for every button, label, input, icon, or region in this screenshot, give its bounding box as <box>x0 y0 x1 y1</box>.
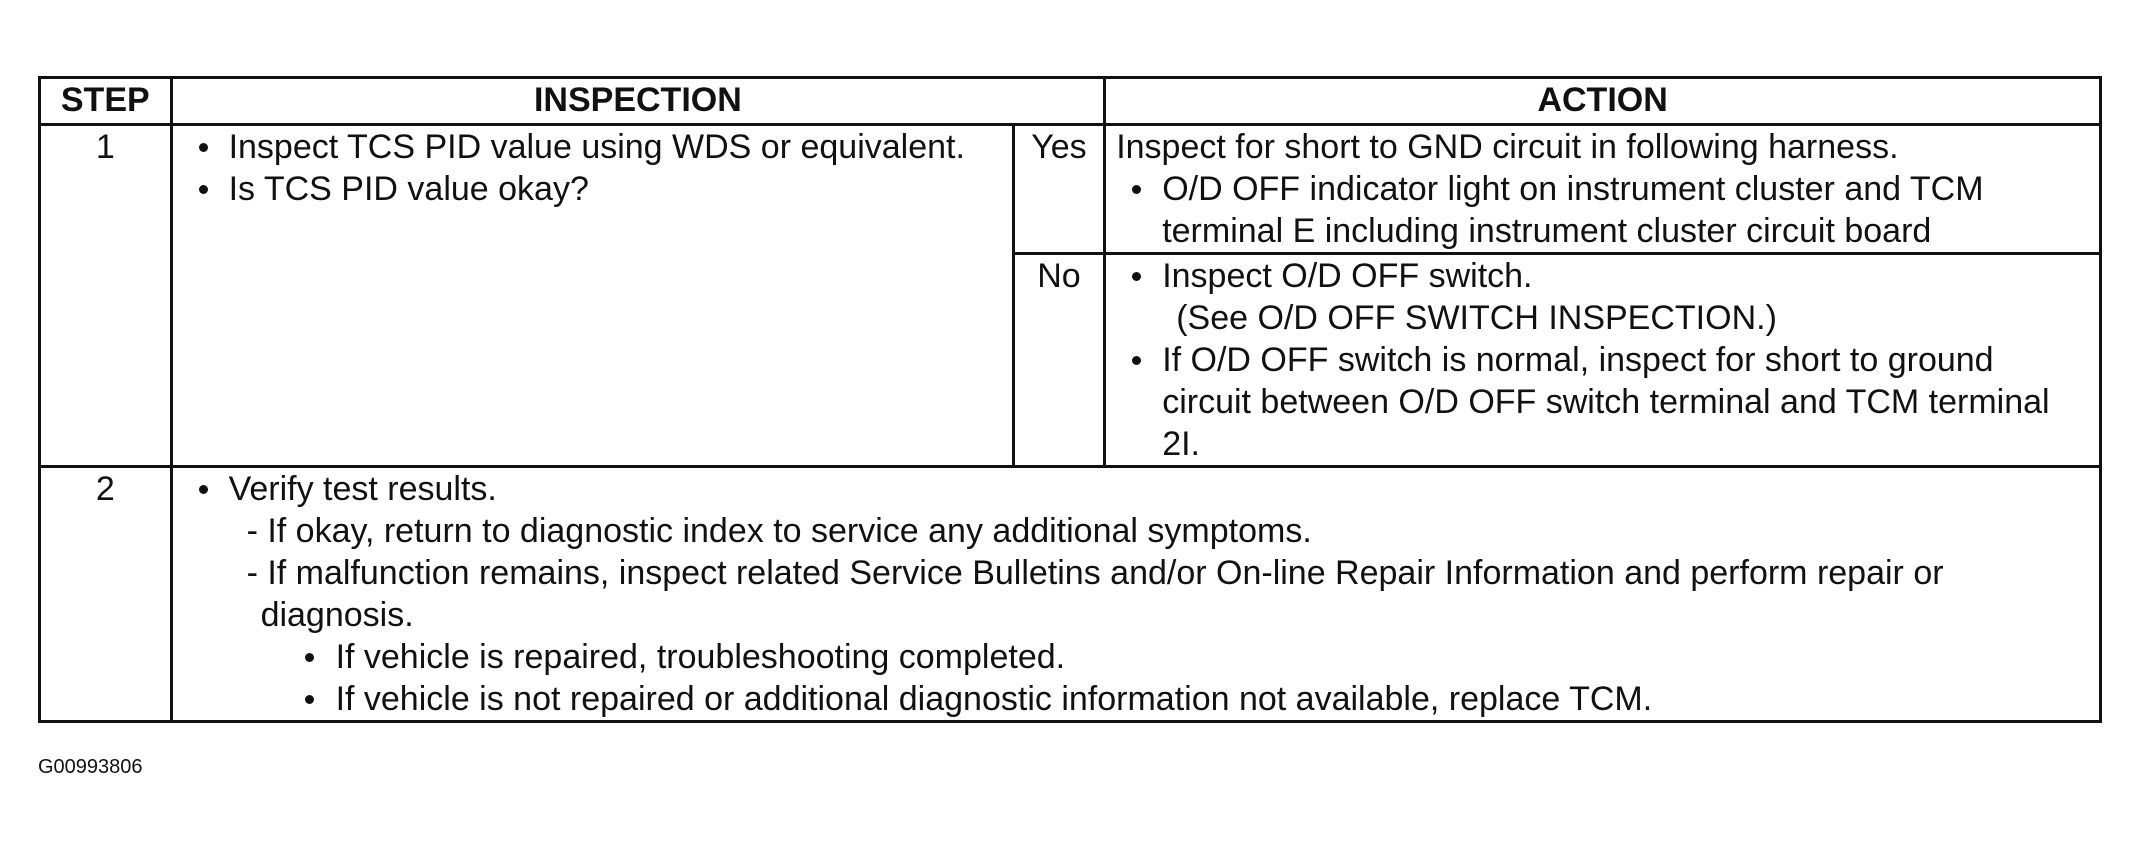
step1-inspection-item: Is TCS PID value okay? <box>183 168 1002 210</box>
step2-dash2 <box>183 552 2089 636</box>
step2-inspection <box>171 467 2100 722</box>
diagnostic-table <box>38 76 2102 723</box>
step1-yes-intro: Inspect for short to GND circuit in following harness. <box>1116 128 1899 166</box>
header-inspection: INSPECTION <box>171 78 1105 125</box>
step1-no-bullet <box>1116 255 2089 339</box>
step2-dash1: - If okay, return to diagnostic index to service any additional symptoms. <box>246 512 1312 550</box>
step1-no-label: No <box>1013 254 1105 467</box>
step1-inspection-item: Inspect TCS PID value using WDS or equivalent. <box>183 126 1002 168</box>
step1-yes-label: Yes <box>1013 125 1105 254</box>
step2-sub-bullet: If vehicle is not repaired or additional diagnostic information not available, replace TCM. <box>183 678 2089 720</box>
step1-no-note: (See O/D OFF SWITCH INSPECTION.) <box>1176 299 1777 337</box>
step1-yes-bullet: O/D OFF indicator light on instrument cluster and TCM terminal E including instrument cluster circuit board <box>1116 168 2089 252</box>
step2-sub-bullet: If vehicle is repaired, troubleshooting completed. <box>183 636 2089 678</box>
step2-number: 2 <box>40 467 172 722</box>
header-step: STEP <box>40 78 172 125</box>
step2-bullet: Verify test results. <box>183 468 2089 510</box>
header-row <box>40 78 2101 125</box>
step1-no-action <box>1105 254 2101 467</box>
step1-no-bullet2: If O/D OFF switch is normal, inspect for short to ground circuit between O/D OFF switch terminal and TCM terminal 2I. <box>1116 339 2089 465</box>
step1-yes-action <box>1105 125 2101 254</box>
step2-dash2-text: - If malfunction remains, inspect related Service Bulletins and/or On-line Repair Information and perform repair or diagnosis. <box>246 554 1944 634</box>
header-action: ACTION <box>1105 78 2101 125</box>
figure-code: G00993806 <box>38 756 143 778</box>
step1-inspection <box>171 125 1013 467</box>
step1-yes-row <box>40 125 2101 254</box>
step1-no-bullet1: Inspect O/D OFF switch. <box>1162 257 1533 295</box>
step1-number: 1 <box>40 125 172 467</box>
step2-row <box>40 467 2101 722</box>
